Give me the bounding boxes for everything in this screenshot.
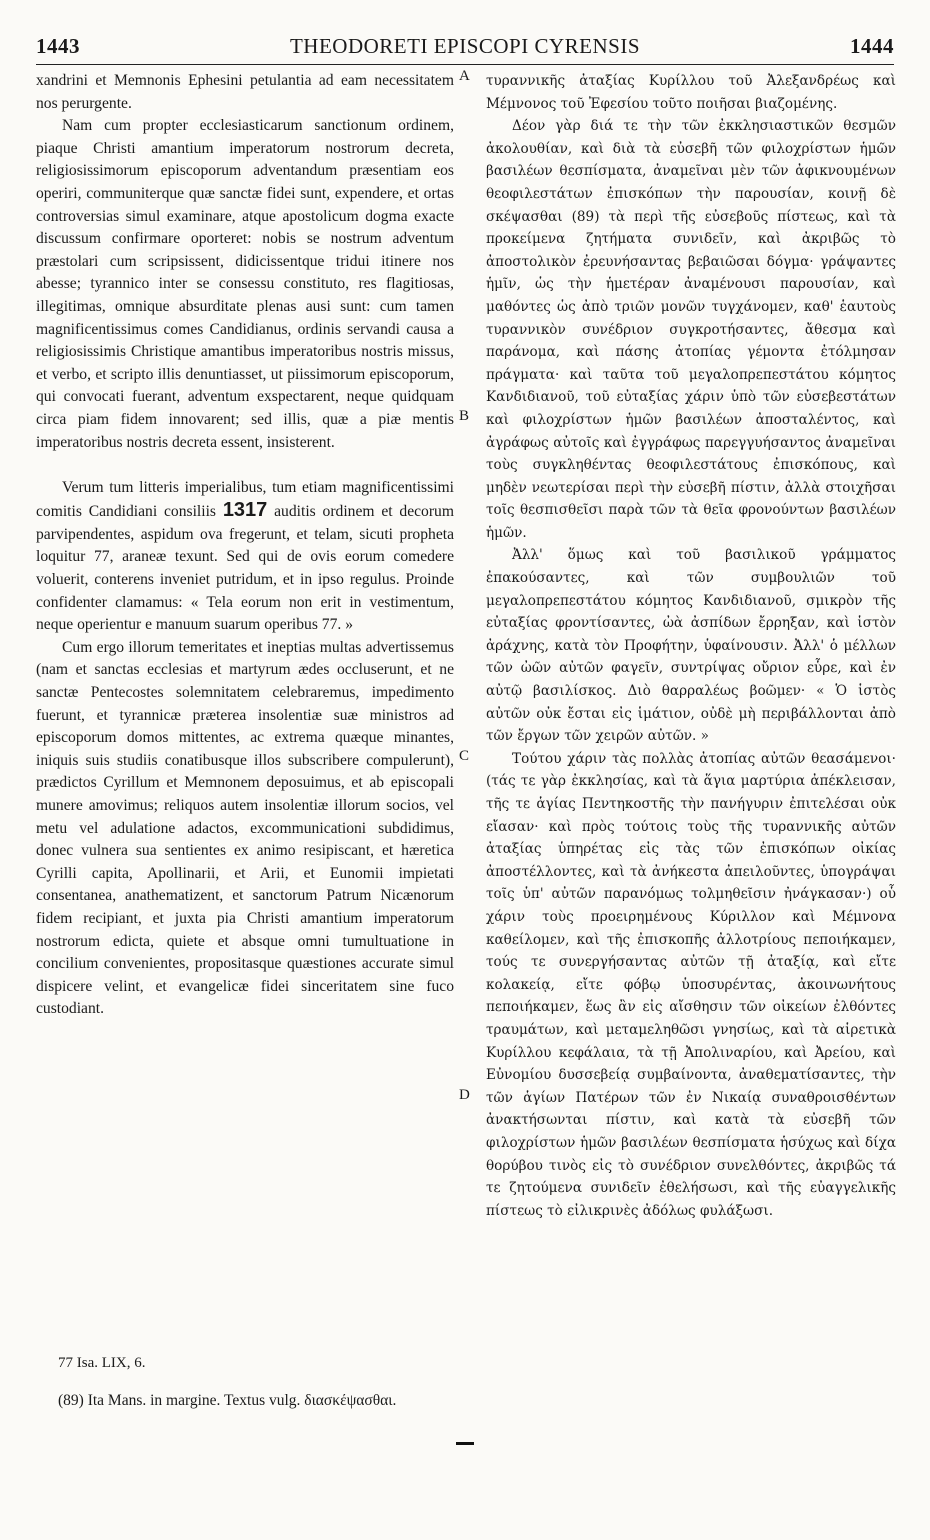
greek-paragraph-2: Δέον γὰρ διά τε τὴν τῶν ἐκκλησιαστικῶν θεσμῶν ἀκολουθίαν, καὶ διὰ τὰ εὐσεβῆ τῶν φιλοχρίστων ἡμῶν βασιλέων θεσπίσματα, ἀναμεῖναι μὲν τῶν ἀφικνουμένων θεοφιλεστάτων ἐπισκόπων τὴν παρουσίαν, κοινῇ δὲ σκέψασθαι (89) τὰ περὶ τῆς εὐσεβοῦς πίστεως, καὶ τὰ προκείμενα ζητήματα συνιδεῖν, καὶ ἀκριβῶς τὸ ἀποστολικὸν ἐρευνήσαντας βεβαιῶσαι δόγμα· γράψαντες ἡμῖν, ὡς τὴν ἡμετέραν ἀναμένουσι παρουσίαν, καὶ μαθόντες ὡς ἀπὸ τριῶν μονῶν τυγχάνομεν, καθ' ἑαυτοὺς τυραννικὸν συνέδριον συγκροτήσαντες, ἄθεσμα καὶ παράνομα, καὶ πάσης ἀτοπίας γέμοντα ἐτόλμησαν πράγματα· καὶ ταῦτα τοῦ μεγαλοπρεπεστάτου κόμητος Κανδιδιανοῦ, τοῦ εὐταξίας χάριν ὑπὸ τῶν εὐσεβεστάτων καὶ φιλοχρίστων ἡμῶν βασιλέων ἀποσταλέντος, καὶ ἀγράφως αὐτοῖς καὶ ἐγγράφως παρεγγυήσαντος ἀναμεῖναι τοὺς συγκληθέντας θεοφιλεστάτους ἐπισκόπους, καὶ μηδὲν νεωτερίσαι περὶ τὴν εὐσεβῆ πίστιν, ἀλλὰ στοιχῆσαι τοῖς θεσπισθεῖσι παρὰ τῶν τὰ θεῖα φρονούντων βασιλέων ἡμῶν. [486, 118, 896, 541]
latin-column [36, 70, 454, 1021]
latin-paragraph-1: xandrini et Memnonis Ephesini petulantia ad eam necessitatem nos perurgente. [36, 72, 454, 112]
latin-paragraph-3a: Verum tum litteris imperialibus, tum etiam magnificentissimi comitis Candidiani consiliis [36, 478, 454, 521]
latin-paragraph-2: Nam cum propter ecclesiasticarum sanctionum ordinem, piaque Christi amantium imperatorum nostrorum decreta, religiosissimorum episcoporum adventandum præsentiam eos operiri, communiterque quæ sanctæ fidei sunt, expendere, et ortas controversias simul examinare, atque apostolicum dogma exacte discussum confirmare oporteret: nobis se nostrum adventum præstolari cum scripsissent, didicissentque tridui itinere nos abesse; tyrannico inter se consessu constituto, res flagitiosas, illegitimas, omnique absurditate plenas ausi sunt: cum tamen magnificentissimus comes Candidianus, ordinis servandi causa a religiosissimis Christique amantibus imperatoribus nostris missus, et verbo, et scripto illis denuntiasset, ut piissimorum episcoporum, qui convocati fuerant, adventum exspectarent, neque quidquam circa piam fidem innovarent; sed illis, quæ a piæ mentis imperatoribus nostris decreta essent, insisterent. [36, 117, 454, 451]
column-number: 1317 [222, 499, 268, 522]
page-end-rule [456, 1442, 474, 1445]
margin-marker-c: C [459, 748, 470, 764]
greek-paragraph-1: τυραννικῆς ἀταξίας Κυρίλλου τοῦ Ἀλεξανδρέως καὶ Μέμνονος τοῦ Ἐφεσίου τοῦτο ποιῆσαι βιαζομένης. [486, 73, 896, 112]
latin-paragraph-3b: auditis ordinem et decorum parvipendentes, aspidum ova fregerunt, et telam, sicuti propheta loquitur 77, araneæ texunt. Sed qui de ovis eorum comedere voluerit, conterens inveniet putridum, et in ipso regulus. Proinde confidenter clamamus: « Tela eorum non erit in vestimentum, neque operientur e manuum suarum operibus 77. » [36, 503, 454, 634]
page-number-right: 1444 [850, 34, 894, 58]
latin-paragraph-3 [36, 477, 454, 637]
running-title: THEODORETI EPISCOPI CYRENSIS [289, 34, 641, 58]
margin-marker-a: A [459, 68, 470, 84]
footnote-89: (89) Ita Mans. in margine. Textus vulg. διασκέψασθαι. [58, 1392, 397, 1409]
greek-paragraph-4: Τούτου χάριν τὰς πολλὰς ἀτοπίας αὐτῶν θεασάμενοι· (τάς τε γὰρ ἐκκλησίας, καὶ τὰ ἅγια μαρτύρια ἀπέκλεισαν, τῆς τε ἁγίας Πεντηκοστῆς τὴν πανήγυριν ἐπιτελέσαι οὐκ εἴασαν· καὶ πρὸς τούτοις τοὺς τῆς τυραννικῆς αὐτῶν ἀταξίας ὑπηρέτας εἰς τὰς τῶν ἐπισκόπων οἰκίας ἀποστέλλοντες, καὶ τὰ ἀνήκεστα ἀπειλοῦντες, ὑπογράψαι τοῖς ὑπ' αὐτῶν παρανόμως τολμηθεῖσιν ἠνάγκασαν·) οὗ χάριν τοὺς προειρημένους Κύριλλον καὶ Μέμνονα καθείλομεν, καὶ τῆς ἐπισκοπῆς ἀλλοτρίους πεποιήκαμεν, τούς τε συνεργήσαντας αὐτῶν τῇ ἀταξίᾳ, καὶ εἴτε κολακείᾳ, εἴτε φόβῳ ὑποσυρέντας, ἀκοινωνήτους πεποιήκαμεν, ἕως ἂν εἰς αἴσθησιν τῶν οἰκείων ἐλθόντες τραυμάτων, καὶ μεταμεληθῶσι γνησίως, καὶ τὰ αἱρετικὰ Κυρίλλου κεφάλαια, τὰ τῇ Ἀπολιναρίου, καὶ Ἀρείου, καὶ Εὐνομίου δυσσεβείᾳ συμβαίνοντα, ἀναθεματίσαντες, τὴν τῶν ἁγίων Πατέρων τῶν ἐν Νικαίᾳ συναθροισθέντων ἀνακτήσωνται πίστιν, καὶ κατὰ τὰ εὐσεβῆ τῶν φιλοχρίστων ἡμῶν βασιλέων θεσπίσματα ἡσύχως καὶ δίχα θορύβου τινὸς εἰς τὸ συνέδριον συνελθόντες, ἀκριβῶς τά τε ζητούμενα συνιδεῖν ἐθελήσωσι, καὶ τῆς εὐαγγελικῆς πίστεως τὸ εἰλικρινὲς ἀδόλως φυλάξωσι. [486, 750, 896, 1219]
page-number-left: 1443 [36, 34, 80, 58]
greek-column [486, 70, 896, 1222]
greek-paragraph-3: Ἀλλ' ὅμως καὶ τοῦ βασιλικοῦ γράμματος ἐπακούσαντες, καὶ τῶν συμβουλιῶν τοῦ μεγαλοπρεπεστάτου κόμητος Κανδιδιανοῦ, σμικρὸν τῆς εὐταξίας φροντίσαντες, ὠὰ ἀσπίδων ἔρρηξαν, καὶ ἱστὸν ἀράχνης, κατὰ τὸν Προφήτην, ὑφαίνουσιν. Ἀλλ' ὁ μέλλων τῶν ὠῶν αὐτῶν φαγεῖν, συντρίψας οὔριον εὗρε, καὶ ἐν αὐτῷ βασιλίσκος. Διὸ θαρραλέως βοῶμεν· « Ὁ ἱστὸς αὐτῶν οὐκ ἔσται εἰς ἱμάτιον, οὐδὲ μὴ περιβάλλονται ἀπὸ τῶν ἔργων τῶν χειρῶν αὐτῶν. » [486, 547, 896, 745]
latin-paragraph-4: Cum ergo illorum temeritates et ineptias multas advertissemus (nam et sanctas ecclesias et martyrum ædes occluserunt, et ne sanctæ Pentecostes solemnitatem celebraremus, impedimento fuerunt, et tyrannicæ præterea insolentiæ suæ ministros ad episcoporum domos mittentes, ac extrema quæque minantes, iniquis suis studiis conatibusque illos subscribere compulerunt), prædictos Cyrillum et Memnonem deposuimus, et ab episcopali munere amovimus; reliquos autem insolentiæ illorum socios, vel metu vel adulatione adactos, excommunicationi subdidimus, donec vulnera sua sentientes ex animo resipiscant, et hæretica Cyrilli capita, Apollinarii, et Arii, et Eunomii impietati consentanea, anathematizent, et sanctorum Patrum Nicænorum fidem recipiant, et juxta pia Christi amantium imperatorum nostrorum edicta, quiete et absque omni tumultuatione in concilium convenientes, propositasque quæstiones accurate simul dispicere velint, et evangelicæ fidei sinceritatem sine fuco custodiant. [36, 638, 454, 1018]
margin-marker-d: D [459, 1087, 470, 1103]
page-header [36, 30, 894, 65]
margin-marker-b: B [459, 408, 470, 424]
footnote-77: 77 Isa. LIX, 6. [58, 1355, 146, 1371]
